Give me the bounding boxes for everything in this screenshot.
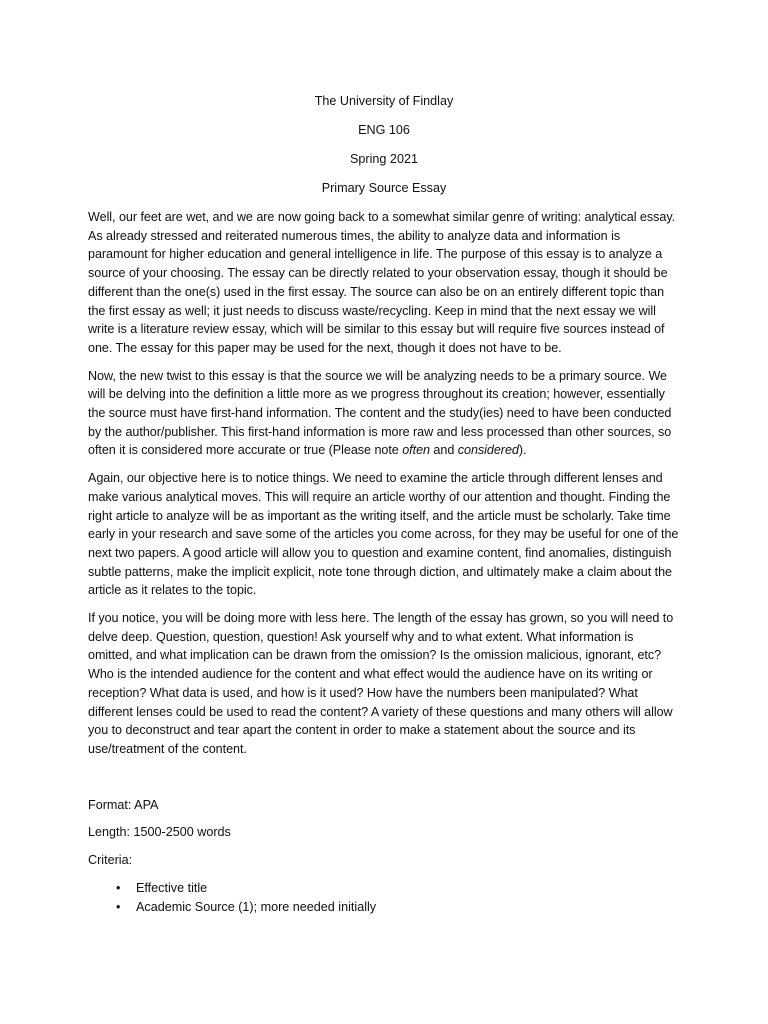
bullet-icon: • xyxy=(116,899,121,914)
criteria-item-text: Academic Source (1); more needed initially xyxy=(136,899,377,914)
university-name: The University of Findlay xyxy=(314,94,454,108)
format-line: Format: APA xyxy=(88,797,159,812)
criteria-item xyxy=(116,898,680,917)
paragraph-2-main: Now, the new twist to this essay is that the source we will be analyzing needs to be a primary source. We will be delving into the definition a little more as we progress throughout its creation; however, essentially the source must have first-hand information. The content and the study(ies) need to have been conducted by the author/publisher. This first-hand information is more raw and less processed than other sources, so often it is considered more accurate or true (Please note xyxy=(88,368,672,458)
assignment-title: Primary Source Essay xyxy=(321,181,447,195)
paragraph-2-emphasis-considered: considered xyxy=(457,443,519,458)
criteria-item xyxy=(116,879,680,898)
paragraph-2 xyxy=(88,367,680,461)
paragraph-2-end: ). xyxy=(518,443,527,458)
paragraph-4: If you notice, you will be doing more with less here. The length of the essay has grown, so you will need to delve deep. Question, question, question! Ask yourself why and to what extent. What information is omitted, and what implication can be drawn from the omission? Is the omission malicious, ignorant, etc? Who is the intended audience for the content and what effect would the audience have on its writing or reception? What data is used, and how is it used? How have the numbers been manipulated? What different lenses could be used to read the content? A variety of these questions and many others will allow you to deconstruct and tear apart the content in order to make a statement about the source and its use/treatment of the content. xyxy=(88,611,674,756)
section-spacer xyxy=(88,768,680,796)
criteria-item-text: Effective title xyxy=(136,880,208,895)
criteria-list xyxy=(88,879,680,916)
paragraph-2-emphasis-often: often xyxy=(402,443,430,458)
course-code: ENG 106 xyxy=(358,123,410,137)
bullet-icon: • xyxy=(116,880,121,895)
paragraph-2-and: and xyxy=(429,443,458,458)
length-line: Length: 1500-2500 words xyxy=(88,825,231,840)
paragraph-3: Again, our objective here is to notice things. We need to examine the article through different lenses and make various analytical moves. This will require an article worthy of our attention and thought. Finding the right article to analyze will be as important as the writing itself, and the article must be scholarly. Take time early in your research and save some of the articles you come across, for they may be useful for one of the next two papers. A good article will allow you to question and examine content, find anomalies, distinguish subtle patterns, make the implicit explicit, note tone through diction, and ultimately make a claim about the article as it relates to the topic. xyxy=(88,471,679,598)
criteria-label: Criteria: xyxy=(88,853,133,868)
paragraph-1: Well, our feet are wet, and we are now going back to a somewhat similar genre of writing: analytical essay. As already stressed and reiterated numerous times, the ability to analyze data and information is paramount for higher education and general intelligence in life. The purpose of this essay is to analyze a source of your choosing. The essay can be directly related to your observation essay, though it should be different than the one(s) used in the first essay. The source can also be on an entirely different topic than the first essay as well; it just needs to discuss waste/recycling. Keep in mind that the next essay we will write is a literature review essay, which will be similar to this essay but will require five sources instead of one. The essay for this paper may be used for the next, though it does not have to be. xyxy=(88,210,676,355)
term: Spring 2021 xyxy=(350,152,418,166)
